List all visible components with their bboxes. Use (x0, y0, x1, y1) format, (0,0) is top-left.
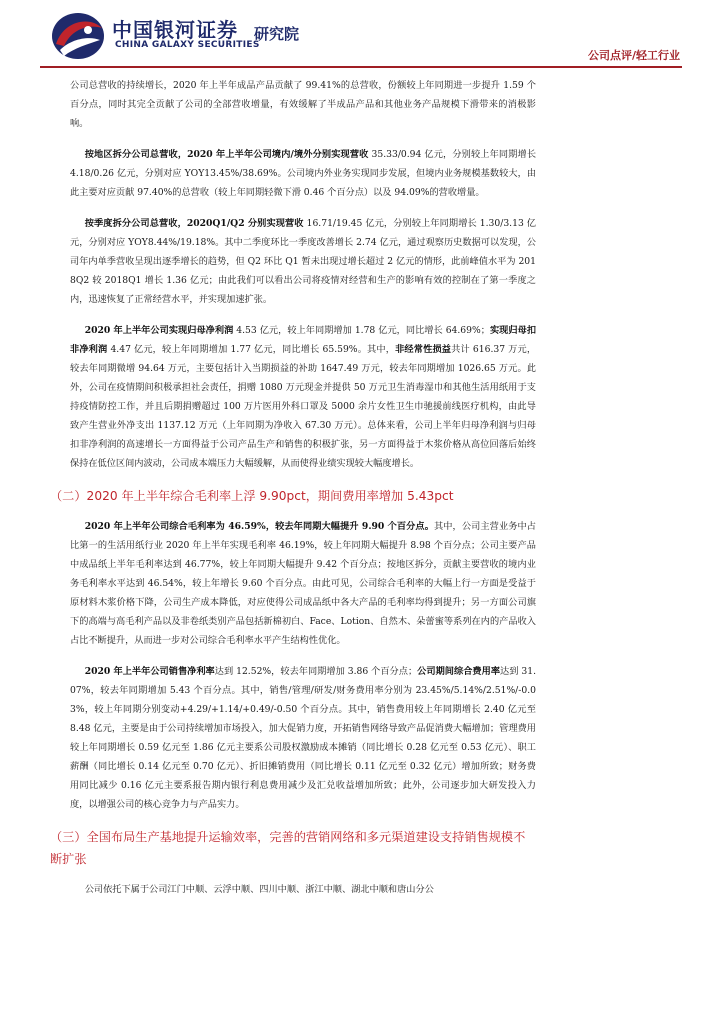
paragraph-lead: 2020 年上半年公司综合毛利率为 46.59%，较去年同期大幅提升 9.90 个百分点。 (84, 521, 434, 532)
paragraph-lead: 按季度拆分公司总营收，2020Q1/Q2 分别实现营收 (84, 218, 304, 229)
paragraph-lead: 非经常性损益 (395, 344, 452, 355)
paragraph-text: 其中，公司主营业务中占比第一的生活用纸行业 2020 年上半年实现毛利率 46.19%，较上年同期大幅提升 8.98 个百分点；公司主要产品中成品纸上半年毛利率达到 46.77%，较上年同期大幅提升 9.42 个百分点；按地区拆分，贡献主要营收的境内业务毛利率水平达到 46.54%，较上年增长 9.60 个百分点。由此可见，公司综合毛利率的大幅上行一方面是受益于原材料木浆价格下降，公司生产成本降低，对应使得公司成品纸中各大产品的毛利率均得到提升；另一方面公司旗下的高端与高毛利产品以及非卷纸类别产品包括新棉初白、Face、Lotion、自然木、朵蕾蜜等系列在内的产品收入占比不断提升，从而进一步对公司综合毛利率水平产生结构性优化。 (70, 521, 536, 646)
paragraph-text: 达到 31.07%，较去年同期增加 5.43 个百分点。其中，销售/管理/研发/财务费用率分别为 23.45%/5.14%/2.51%/-0.03%，较上年同期分别变动+4.29/+1.14/+0.49/-0.50 个百分点。其中，销售费用较上年同期增长 2.40 亿元至 8.48 亿元，主要是由于公司持续增加市场投入，加大促销力度，开拓销售网络导致产品促消费大幅增加；管理费用较上年同期增长 0.59 亿元至 1.86 亿元主要系公司股权激励成本摊销（同比增长 0.28 亿元至 0.53 亿元）、职工薪酬（同比增长 0.14 亿元至 0.70 亿元）、折旧摊销费用（同比增长 0.11 亿元至 0.32 亿元）增加所致；财务费用同比减少 0.16 亿元主要系报告期内银行利息费用减少及汇兑收益增加所致；此外，公司逐步加大研发投入力度，以增强公司的核心竞争力与产品实力。 (70, 666, 536, 810)
paragraph-text: 达到 12.52%，较去年同期增加 3.86 个百分点； (214, 666, 418, 677)
paragraph-text: 16.71/19.45 亿元，分别较上年同期增长 1.30/3.13 亿元，分别对应 YOY8.44%/19.18%。其中二季度环比一季度改善增长 2.74 亿元，通过观察历史数据可以发现，公司年内单季营收呈现出逐季增长的趋势，但 Q2 环比 Q1 暂未出现过增长超过 2 亿元的情形，此前峰值水平为 2018Q2 较 2018Q1 增长 1.36 亿元；由此我们可以看出公司将疫情对经营和生产的影响有效的控制在了第一季度之内，迅速恢复了正常经营水平，并实现加速扩张。 (70, 218, 536, 305)
paragraph-lead: 按地区拆分公司总营收，2020 年上半年公司境内/境外分别实现营收 (84, 149, 369, 160)
section-heading-production: （三）全国布局生产基地提升运输效率，完善的营销网络和多元渠道建设支持销售规模不断扩张 (50, 830, 526, 866)
header-divider (40, 66, 682, 68)
paragraph-revenue-by-quarter (70, 214, 536, 309)
paragraph-expense-ratio (70, 662, 536, 814)
section-heading-margin: （二）2020 年上半年综合毛利率上浮 9.90pct，期间费用率增加 5.43pct (50, 489, 454, 503)
paragraph-text: 35.33/0.94 亿元，分别较上年同期增长 4.18/0.26 亿元，分别对应 YOY13.45%/38.69%。公司境内外业务实现同步发展，但境内业务规模基数较大，由此主要对应贡献 97.40%的总营收（较上年同期轻微下滑 0.46 个百分点）以及 94.09%的营收增量。 (70, 149, 537, 198)
paragraph-lead: 2020 年上半年公司销售净利率 (84, 666, 215, 677)
paragraph-text: 共计 616.37 万元，较去年同期微增 94.64 万元，主要包括计入当期损益的补助 1647.49 万元，较去年同期增加 1026.65 万元。此外，公司在疫情期间积极承担社会责任，捐赠 1080 万元现金并提供 50 万元卫生消毒湿巾和其他生活用纸用于支持疫情防控工作，并且后期捐赠超过 100 万片医用外科口罩及 5000 余片女性卫生巾驰援前线医疗机构，由此导致产生营业外净支出 1137.12 万元（上年同期为净收入 67.30 万元）。总体来看，公司上半年归母净利润与归母扣非净利润的高速增长一方面得益于公司产品生产和销售的积极扩张，另一方面得益于木浆价格从高位回落后始终保持在低位区间内波动，公司成本端压力大幅缓解，从而使得业绩实现较大幅度增长。 (70, 344, 537, 469)
paragraph-production-bases: 公司依托下属于公司江门中顺、云浮中顺、四川中顺、浙江中顺、湖北中顺和唐山分公 (84, 884, 434, 895)
brand-department: 研究院 (254, 25, 300, 43)
paragraph-revenue-growth: 公司总营收的持续增长，2020 年上半年成品产品贡献了 99.41%的总营收，份额较上年同期进一步提升 1.59 个百分点，同时其完全贡献了公司的全部营收增量，有效缓解了半成品产品和其他业务产品规模下滑带来的消极影响。 (70, 80, 536, 129)
paragraph-net-profit (70, 321, 536, 473)
brand-name-cn: 中国银河证券 (112, 18, 238, 42)
galaxy-logo-icon (50, 10, 106, 62)
paragraph-lead: 2020 年上半年公司实现归母净利润 (84, 325, 234, 336)
paragraph-lead: 实现归母扣非净利润 (70, 325, 537, 355)
report-category: 公司点评/轻工行业 (587, 49, 680, 62)
paragraph-lead: 公司期间综合费用率 (417, 666, 501, 677)
paragraph-revenue-by-region (70, 145, 536, 202)
paragraph-text: 4.47 亿元，较上年同期增加 1.77 亿元，同比增长 65.59%。其中， (107, 344, 396, 355)
page-header (0, 0, 724, 70)
brand-name-en: CHINA GALAXY SECURITIES (115, 40, 260, 50)
report-body (50, 76, 537, 911)
paragraph-text: 4.53 亿元，较上年同期增加 1.78 亿元，同比增长 64.69%； (233, 325, 490, 336)
paragraph-gross-margin (70, 517, 536, 650)
